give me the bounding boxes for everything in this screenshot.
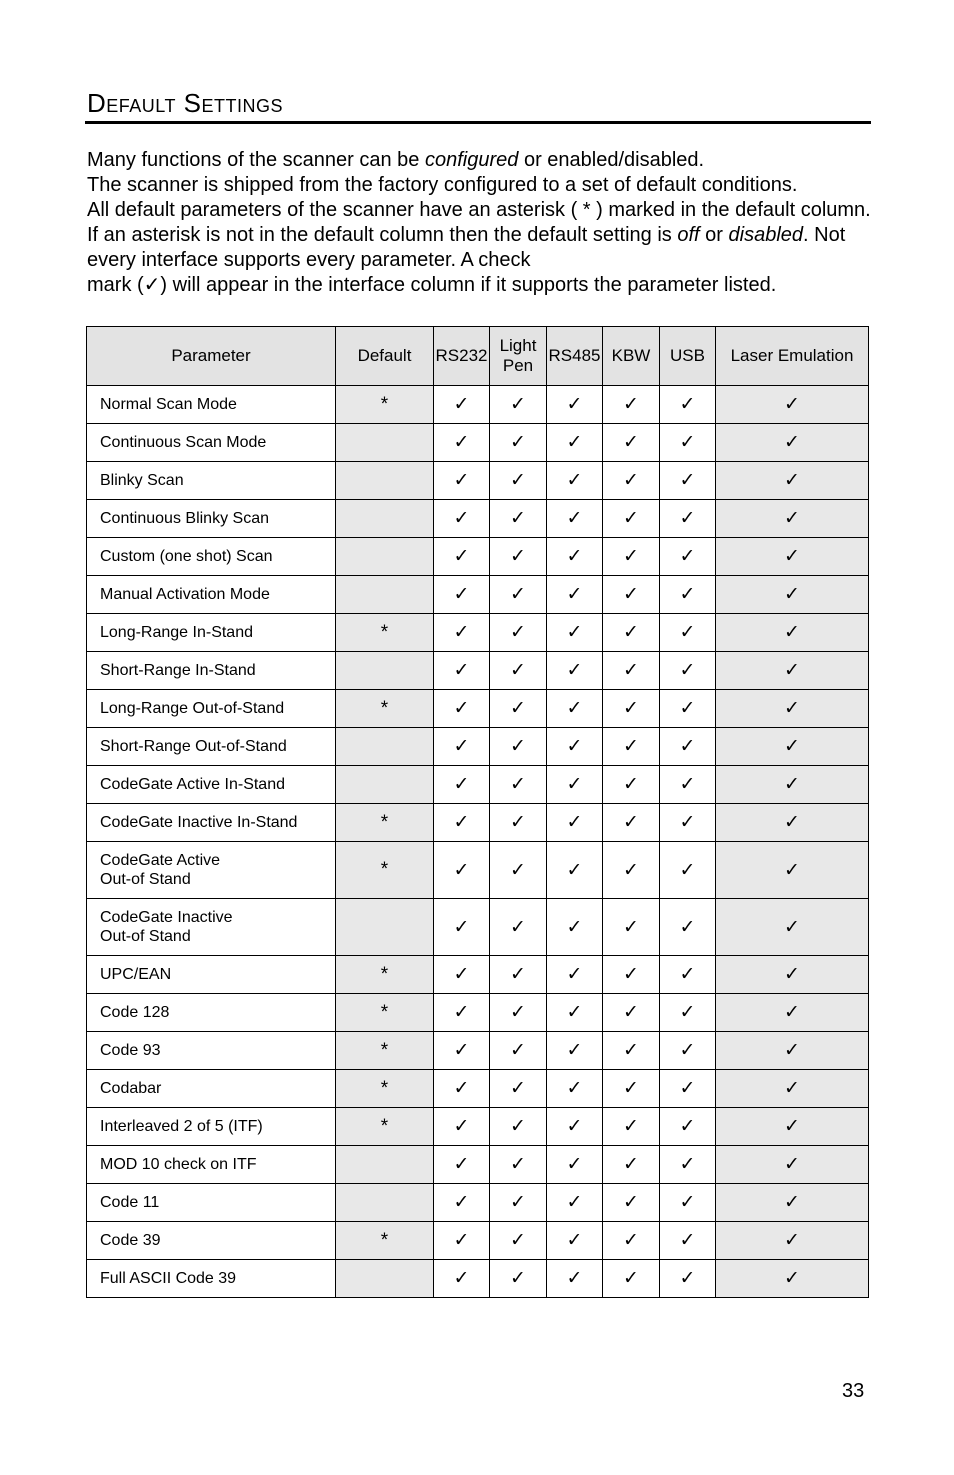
check-mark-icon: ✓ bbox=[603, 462, 660, 500]
table-body bbox=[87, 386, 869, 1298]
intro-line-3 bbox=[87, 198, 877, 273]
table-row bbox=[87, 1108, 869, 1146]
check-mark-icon: ✓ bbox=[547, 1146, 603, 1184]
table-header-row bbox=[87, 327, 869, 386]
check-mark-icon: ✓ bbox=[434, 652, 490, 690]
header-light-pen bbox=[490, 327, 547, 386]
intro-text: or bbox=[699, 224, 729, 246]
table-row bbox=[87, 1070, 869, 1108]
table-row bbox=[87, 1222, 869, 1260]
parameter-cell bbox=[87, 1146, 336, 1184]
parameter-name: CodeGate Active In-Stand bbox=[100, 776, 285, 793]
check-mark-icon: ✓ bbox=[603, 766, 660, 804]
parameter-cell bbox=[87, 538, 336, 576]
check-mark-icon: ✓ bbox=[547, 462, 603, 500]
check-mark-icon: ✓ bbox=[547, 804, 603, 842]
table-row bbox=[87, 766, 869, 804]
intro-emphasis: off bbox=[677, 224, 700, 246]
check-mark-icon: ✓ bbox=[490, 899, 547, 956]
parameter-cell bbox=[87, 766, 336, 804]
check-mark-icon: ✓ bbox=[660, 766, 716, 804]
check-mark-icon: ✓ bbox=[490, 1032, 547, 1070]
default-cell bbox=[336, 424, 434, 462]
check-mark-icon: ✓ bbox=[716, 1146, 869, 1184]
parameter-name: Short-Range In-Stand bbox=[100, 662, 256, 679]
check-mark-icon: ✓ bbox=[660, 728, 716, 766]
check-mark-icon: ✓ bbox=[716, 386, 869, 424]
check-mark-icon: ✓ bbox=[434, 956, 490, 994]
table-row bbox=[87, 994, 869, 1032]
parameter-name: Code 39 bbox=[100, 1232, 161, 1249]
check-mark-icon: ✓ bbox=[490, 842, 547, 899]
check-mark-icon: ✓ bbox=[716, 576, 869, 614]
check-mark-icon: ✓ bbox=[660, 804, 716, 842]
table-row bbox=[87, 386, 869, 424]
header-laser-emulation: Laser Emulation bbox=[716, 327, 869, 386]
check-mark-icon: ✓ bbox=[603, 728, 660, 766]
header-default: Default bbox=[336, 327, 434, 386]
check-mark-icon: ✓ bbox=[660, 1184, 716, 1222]
check-mark-icon: ✓ bbox=[660, 1108, 716, 1146]
default-cell bbox=[336, 576, 434, 614]
check-mark-icon: ✓ bbox=[716, 500, 869, 538]
parameter-name: CodeGate Inactive In-Stand bbox=[100, 814, 298, 831]
default-cell: * bbox=[336, 1222, 434, 1260]
header-rs232: RS232 bbox=[434, 327, 490, 386]
table-row bbox=[87, 462, 869, 500]
check-mark-icon: ✓ bbox=[716, 424, 869, 462]
check-mark-icon: ✓ bbox=[434, 538, 490, 576]
check-mark-icon: ✓ bbox=[716, 1222, 869, 1260]
check-mark-icon: ✓ bbox=[716, 956, 869, 994]
parameter-name: Normal Scan Mode bbox=[100, 396, 237, 413]
parameter-cell bbox=[87, 614, 336, 652]
parameter-cell bbox=[87, 1184, 336, 1222]
default-cell bbox=[336, 728, 434, 766]
parameter-cell bbox=[87, 1222, 336, 1260]
check-mark-icon: ✓ bbox=[660, 1032, 716, 1070]
check-mark-icon: ✓ bbox=[603, 1070, 660, 1108]
default-cell: * bbox=[336, 804, 434, 842]
table-row bbox=[87, 1260, 869, 1298]
parameter-name-line2: Out-of Stand bbox=[100, 928, 191, 945]
check-mark-icon: ✓ bbox=[603, 652, 660, 690]
check-mark-icon: ✓ bbox=[547, 614, 603, 652]
check-mark-icon: ✓ bbox=[716, 1032, 869, 1070]
parameter-cell bbox=[87, 1070, 336, 1108]
check-mark-icon: ✓ bbox=[547, 766, 603, 804]
check-mark-icon: ✓ bbox=[547, 1222, 603, 1260]
intro-line-4: mark (✓) will appear in the interface column if it supports the parameter listed. bbox=[87, 274, 777, 296]
default-cell bbox=[336, 652, 434, 690]
table-row bbox=[87, 614, 869, 652]
check-mark-icon: ✓ bbox=[490, 766, 547, 804]
intro-text: All default parameters of the scanner have an asterisk ( * ) marked in the default column. If an asterisk is not in the default column then the default setting is bbox=[87, 199, 871, 246]
check-mark-icon: ✓ bbox=[434, 842, 490, 899]
parameter-cell bbox=[87, 804, 336, 842]
check-mark-icon: ✓ bbox=[490, 956, 547, 994]
default-cell: * bbox=[336, 842, 434, 899]
parameter-cell bbox=[87, 899, 336, 956]
default-cell: * bbox=[336, 614, 434, 652]
check-mark-icon: ✓ bbox=[660, 690, 716, 728]
check-mark-icon: ✓ bbox=[660, 614, 716, 652]
parameter-name: Full ASCII Code 39 bbox=[100, 1270, 237, 1287]
table-row bbox=[87, 500, 869, 538]
default-cell: * bbox=[336, 956, 434, 994]
parameter-name: Custom (one shot) Scan bbox=[100, 548, 273, 565]
default-cell: * bbox=[336, 1032, 434, 1070]
table-row bbox=[87, 1032, 869, 1070]
default-cell bbox=[336, 1184, 434, 1222]
check-mark-icon: ✓ bbox=[716, 690, 869, 728]
check-mark-icon: ✓ bbox=[434, 690, 490, 728]
check-mark-icon: ✓ bbox=[603, 956, 660, 994]
check-mark-icon: ✓ bbox=[434, 994, 490, 1032]
check-mark-icon: ✓ bbox=[547, 690, 603, 728]
check-mark-icon: ✓ bbox=[603, 386, 660, 424]
check-mark-icon: ✓ bbox=[716, 766, 869, 804]
parameter-cell bbox=[87, 500, 336, 538]
check-mark-icon: ✓ bbox=[660, 1070, 716, 1108]
check-mark-icon: ✓ bbox=[660, 956, 716, 994]
check-mark-icon: ✓ bbox=[716, 842, 869, 899]
check-mark-icon: ✓ bbox=[490, 1260, 547, 1298]
parameter-name: CodeGate Active bbox=[100, 852, 221, 869]
parameter-cell bbox=[87, 690, 336, 728]
table-row bbox=[87, 652, 869, 690]
check-mark-icon: ✓ bbox=[660, 994, 716, 1032]
check-mark-icon: ✓ bbox=[716, 462, 869, 500]
check-mark-icon: ✓ bbox=[490, 1108, 547, 1146]
check-mark-icon: ✓ bbox=[434, 1108, 490, 1146]
check-mark-icon: ✓ bbox=[660, 500, 716, 538]
default-cell bbox=[336, 1146, 434, 1184]
parameter-cell bbox=[87, 652, 336, 690]
parameter-cell bbox=[87, 386, 336, 424]
check-mark-icon: ✓ bbox=[603, 500, 660, 538]
check-mark-icon: ✓ bbox=[716, 728, 869, 766]
check-mark-icon: ✓ bbox=[660, 386, 716, 424]
parameter-name: Blinky Scan bbox=[100, 472, 184, 489]
check-mark-icon: ✓ bbox=[547, 652, 603, 690]
check-mark-icon: ✓ bbox=[660, 538, 716, 576]
check-mark-icon: ✓ bbox=[603, 899, 660, 956]
table-row bbox=[87, 576, 869, 614]
parameter-cell bbox=[87, 424, 336, 462]
check-mark-icon: ✓ bbox=[547, 994, 603, 1032]
check-mark-icon: ✓ bbox=[660, 462, 716, 500]
check-mark-icon: ✓ bbox=[603, 1222, 660, 1260]
check-mark-icon: ✓ bbox=[434, 386, 490, 424]
table-row bbox=[87, 1184, 869, 1222]
table-row bbox=[87, 804, 869, 842]
table-row bbox=[87, 690, 869, 728]
parameter-cell bbox=[87, 994, 336, 1032]
parameter-cell bbox=[87, 1032, 336, 1070]
check-mark-icon: ✓ bbox=[547, 1184, 603, 1222]
header-kbw: KBW bbox=[603, 327, 660, 386]
check-mark-icon: ✓ bbox=[434, 728, 490, 766]
default-cell bbox=[336, 899, 434, 956]
header-parameter: Parameter bbox=[87, 327, 336, 386]
check-mark-icon: ✓ bbox=[547, 842, 603, 899]
default-settings-table bbox=[86, 326, 869, 1298]
check-mark-icon: ✓ bbox=[660, 1260, 716, 1298]
check-mark-icon: ✓ bbox=[547, 1032, 603, 1070]
default-cell: * bbox=[336, 690, 434, 728]
check-mark-icon: ✓ bbox=[603, 614, 660, 652]
intro-emphasis: configured bbox=[424, 149, 519, 171]
parameter-cell bbox=[87, 576, 336, 614]
parameter-cell bbox=[87, 728, 336, 766]
check-mark-icon: ✓ bbox=[434, 1146, 490, 1184]
check-mark-icon: ✓ bbox=[490, 728, 547, 766]
check-mark-icon: ✓ bbox=[603, 424, 660, 462]
check-mark-icon: ✓ bbox=[490, 1070, 547, 1108]
check-mark-icon: ✓ bbox=[660, 652, 716, 690]
check-mark-icon: ✓ bbox=[490, 1146, 547, 1184]
check-mark-icon: ✓ bbox=[603, 1184, 660, 1222]
check-mark-icon: ✓ bbox=[660, 899, 716, 956]
check-mark-icon: ✓ bbox=[434, 424, 490, 462]
intro-line-2: The scanner is shipped from the factory configured to a set of default conditions. bbox=[87, 174, 798, 196]
check-mark-icon: ✓ bbox=[434, 1222, 490, 1260]
check-mark-icon: ✓ bbox=[434, 899, 490, 956]
parameter-name-line2: Out-of Stand bbox=[100, 871, 191, 888]
check-mark-icon: ✓ bbox=[434, 1184, 490, 1222]
intro-text: . Not every interface supports every parameter. A check bbox=[87, 224, 846, 271]
check-mark-icon: ✓ bbox=[490, 424, 547, 462]
page-number: 33 bbox=[842, 1380, 865, 1402]
check-mark-icon: ✓ bbox=[716, 1070, 869, 1108]
check-mark-icon: ✓ bbox=[547, 728, 603, 766]
table-row bbox=[87, 899, 869, 956]
parameter-name: Codabar bbox=[100, 1080, 162, 1097]
check-mark-icon: ✓ bbox=[490, 614, 547, 652]
check-mark-icon: ✓ bbox=[434, 576, 490, 614]
table-row bbox=[87, 1146, 869, 1184]
parameter-cell bbox=[87, 956, 336, 994]
check-mark-icon: ✓ bbox=[547, 386, 603, 424]
table-row bbox=[87, 728, 869, 766]
parameter-name: CodeGate Inactive bbox=[100, 909, 233, 926]
header-usb: USB bbox=[660, 327, 716, 386]
default-cell bbox=[336, 500, 434, 538]
title-rule bbox=[85, 121, 871, 124]
default-cell: * bbox=[336, 386, 434, 424]
check-mark-icon: ✓ bbox=[716, 1108, 869, 1146]
parameter-name: Manual Activation Mode bbox=[100, 586, 270, 603]
parameter-name: Code 93 bbox=[100, 1042, 161, 1059]
check-mark-icon: ✓ bbox=[490, 804, 547, 842]
intro-text: or enabled/disabled. bbox=[518, 149, 705, 171]
check-mark-icon: ✓ bbox=[603, 538, 660, 576]
parameter-name: UPC/EAN bbox=[100, 966, 172, 983]
check-mark-icon: ✓ bbox=[490, 500, 547, 538]
check-mark-icon: ✓ bbox=[547, 1260, 603, 1298]
check-mark-icon: ✓ bbox=[716, 614, 869, 652]
check-mark-icon: ✓ bbox=[434, 766, 490, 804]
check-mark-icon: ✓ bbox=[434, 804, 490, 842]
check-mark-icon: ✓ bbox=[434, 1032, 490, 1070]
intro-line-1 bbox=[87, 148, 877, 173]
parameter-name: Long-Range In-Stand bbox=[100, 624, 253, 641]
default-cell bbox=[336, 538, 434, 576]
check-mark-icon: ✓ bbox=[434, 1070, 490, 1108]
parameter-cell bbox=[87, 842, 336, 899]
check-mark-icon: ✓ bbox=[490, 538, 547, 576]
check-mark-icon: ✓ bbox=[490, 690, 547, 728]
check-mark-icon: ✓ bbox=[660, 576, 716, 614]
check-mark-icon: ✓ bbox=[490, 576, 547, 614]
check-mark-icon: ✓ bbox=[547, 1070, 603, 1108]
intro-text: Many functions of the scanner can be bbox=[87, 149, 425, 171]
check-mark-icon: ✓ bbox=[547, 1108, 603, 1146]
parameter-name: Short-Range Out-of-Stand bbox=[100, 738, 287, 755]
parameter-name: Continuous Blinky Scan bbox=[100, 510, 269, 527]
check-mark-icon: ✓ bbox=[490, 994, 547, 1032]
check-mark-icon: ✓ bbox=[490, 1222, 547, 1260]
check-mark-icon: ✓ bbox=[660, 424, 716, 462]
check-mark-icon: ✓ bbox=[547, 899, 603, 956]
check-mark-icon: ✓ bbox=[603, 1032, 660, 1070]
check-mark-icon: ✓ bbox=[716, 1184, 869, 1222]
parameter-name: Interleaved 2 of 5 (ITF) bbox=[100, 1118, 263, 1135]
parameter-name: Code 11 bbox=[100, 1194, 160, 1211]
parameter-name: Long-Range Out-of-Stand bbox=[100, 700, 285, 717]
table-row bbox=[87, 538, 869, 576]
check-mark-icon: ✓ bbox=[603, 576, 660, 614]
table-row bbox=[87, 956, 869, 994]
check-mark-icon: ✓ bbox=[490, 462, 547, 500]
table-row bbox=[87, 424, 869, 462]
default-cell: * bbox=[336, 1070, 434, 1108]
check-mark-icon: ✓ bbox=[660, 1146, 716, 1184]
check-mark-icon: ✓ bbox=[603, 842, 660, 899]
check-mark-icon: ✓ bbox=[603, 690, 660, 728]
check-mark-icon: ✓ bbox=[434, 462, 490, 500]
check-mark-icon: ✓ bbox=[716, 1260, 869, 1298]
check-mark-icon: ✓ bbox=[603, 994, 660, 1032]
check-mark-icon: ✓ bbox=[490, 652, 547, 690]
default-cell: * bbox=[336, 1108, 434, 1146]
header-rs485: RS485 bbox=[547, 327, 603, 386]
intro-emphasis: disabled bbox=[728, 224, 804, 246]
parameter-name: Code 128 bbox=[100, 1004, 170, 1021]
parameter-name: MOD 10 check on ITF bbox=[100, 1156, 257, 1173]
parameter-cell bbox=[87, 1108, 336, 1146]
intro-paragraph bbox=[87, 148, 877, 298]
default-cell: * bbox=[336, 994, 434, 1032]
check-mark-icon: ✓ bbox=[603, 1146, 660, 1184]
header-light-pen-line2: Pen bbox=[502, 356, 534, 375]
check-mark-icon: ✓ bbox=[716, 804, 869, 842]
check-mark-icon: ✓ bbox=[603, 1108, 660, 1146]
check-mark-icon: ✓ bbox=[547, 538, 603, 576]
check-mark-icon: ✓ bbox=[490, 1184, 547, 1222]
check-mark-icon: ✓ bbox=[603, 804, 660, 842]
parameter-name: Continuous Scan Mode bbox=[100, 434, 267, 451]
check-mark-icon: ✓ bbox=[434, 614, 490, 652]
check-mark-icon: ✓ bbox=[603, 1260, 660, 1298]
check-mark-icon: ✓ bbox=[660, 1222, 716, 1260]
check-mark-icon: ✓ bbox=[547, 500, 603, 538]
check-mark-icon: ✓ bbox=[547, 424, 603, 462]
check-mark-icon: ✓ bbox=[547, 956, 603, 994]
check-mark-icon: ✓ bbox=[434, 1260, 490, 1298]
check-mark-icon: ✓ bbox=[716, 538, 869, 576]
header-light-pen-line1: Light bbox=[499, 336, 537, 355]
check-mark-icon: ✓ bbox=[716, 899, 869, 956]
check-mark-icon: ✓ bbox=[490, 386, 547, 424]
parameter-cell bbox=[87, 1260, 336, 1298]
parameter-cell bbox=[87, 462, 336, 500]
section-title: Default Settings bbox=[87, 88, 284, 118]
check-mark-icon: ✓ bbox=[434, 500, 490, 538]
check-mark-icon: ✓ bbox=[660, 842, 716, 899]
table-row bbox=[87, 842, 869, 899]
check-mark-icon: ✓ bbox=[716, 652, 869, 690]
default-cell bbox=[336, 1260, 434, 1298]
default-cell bbox=[336, 766, 434, 804]
check-mark-icon: ✓ bbox=[716, 994, 869, 1032]
check-mark-icon: ✓ bbox=[547, 576, 603, 614]
default-cell bbox=[336, 462, 434, 500]
